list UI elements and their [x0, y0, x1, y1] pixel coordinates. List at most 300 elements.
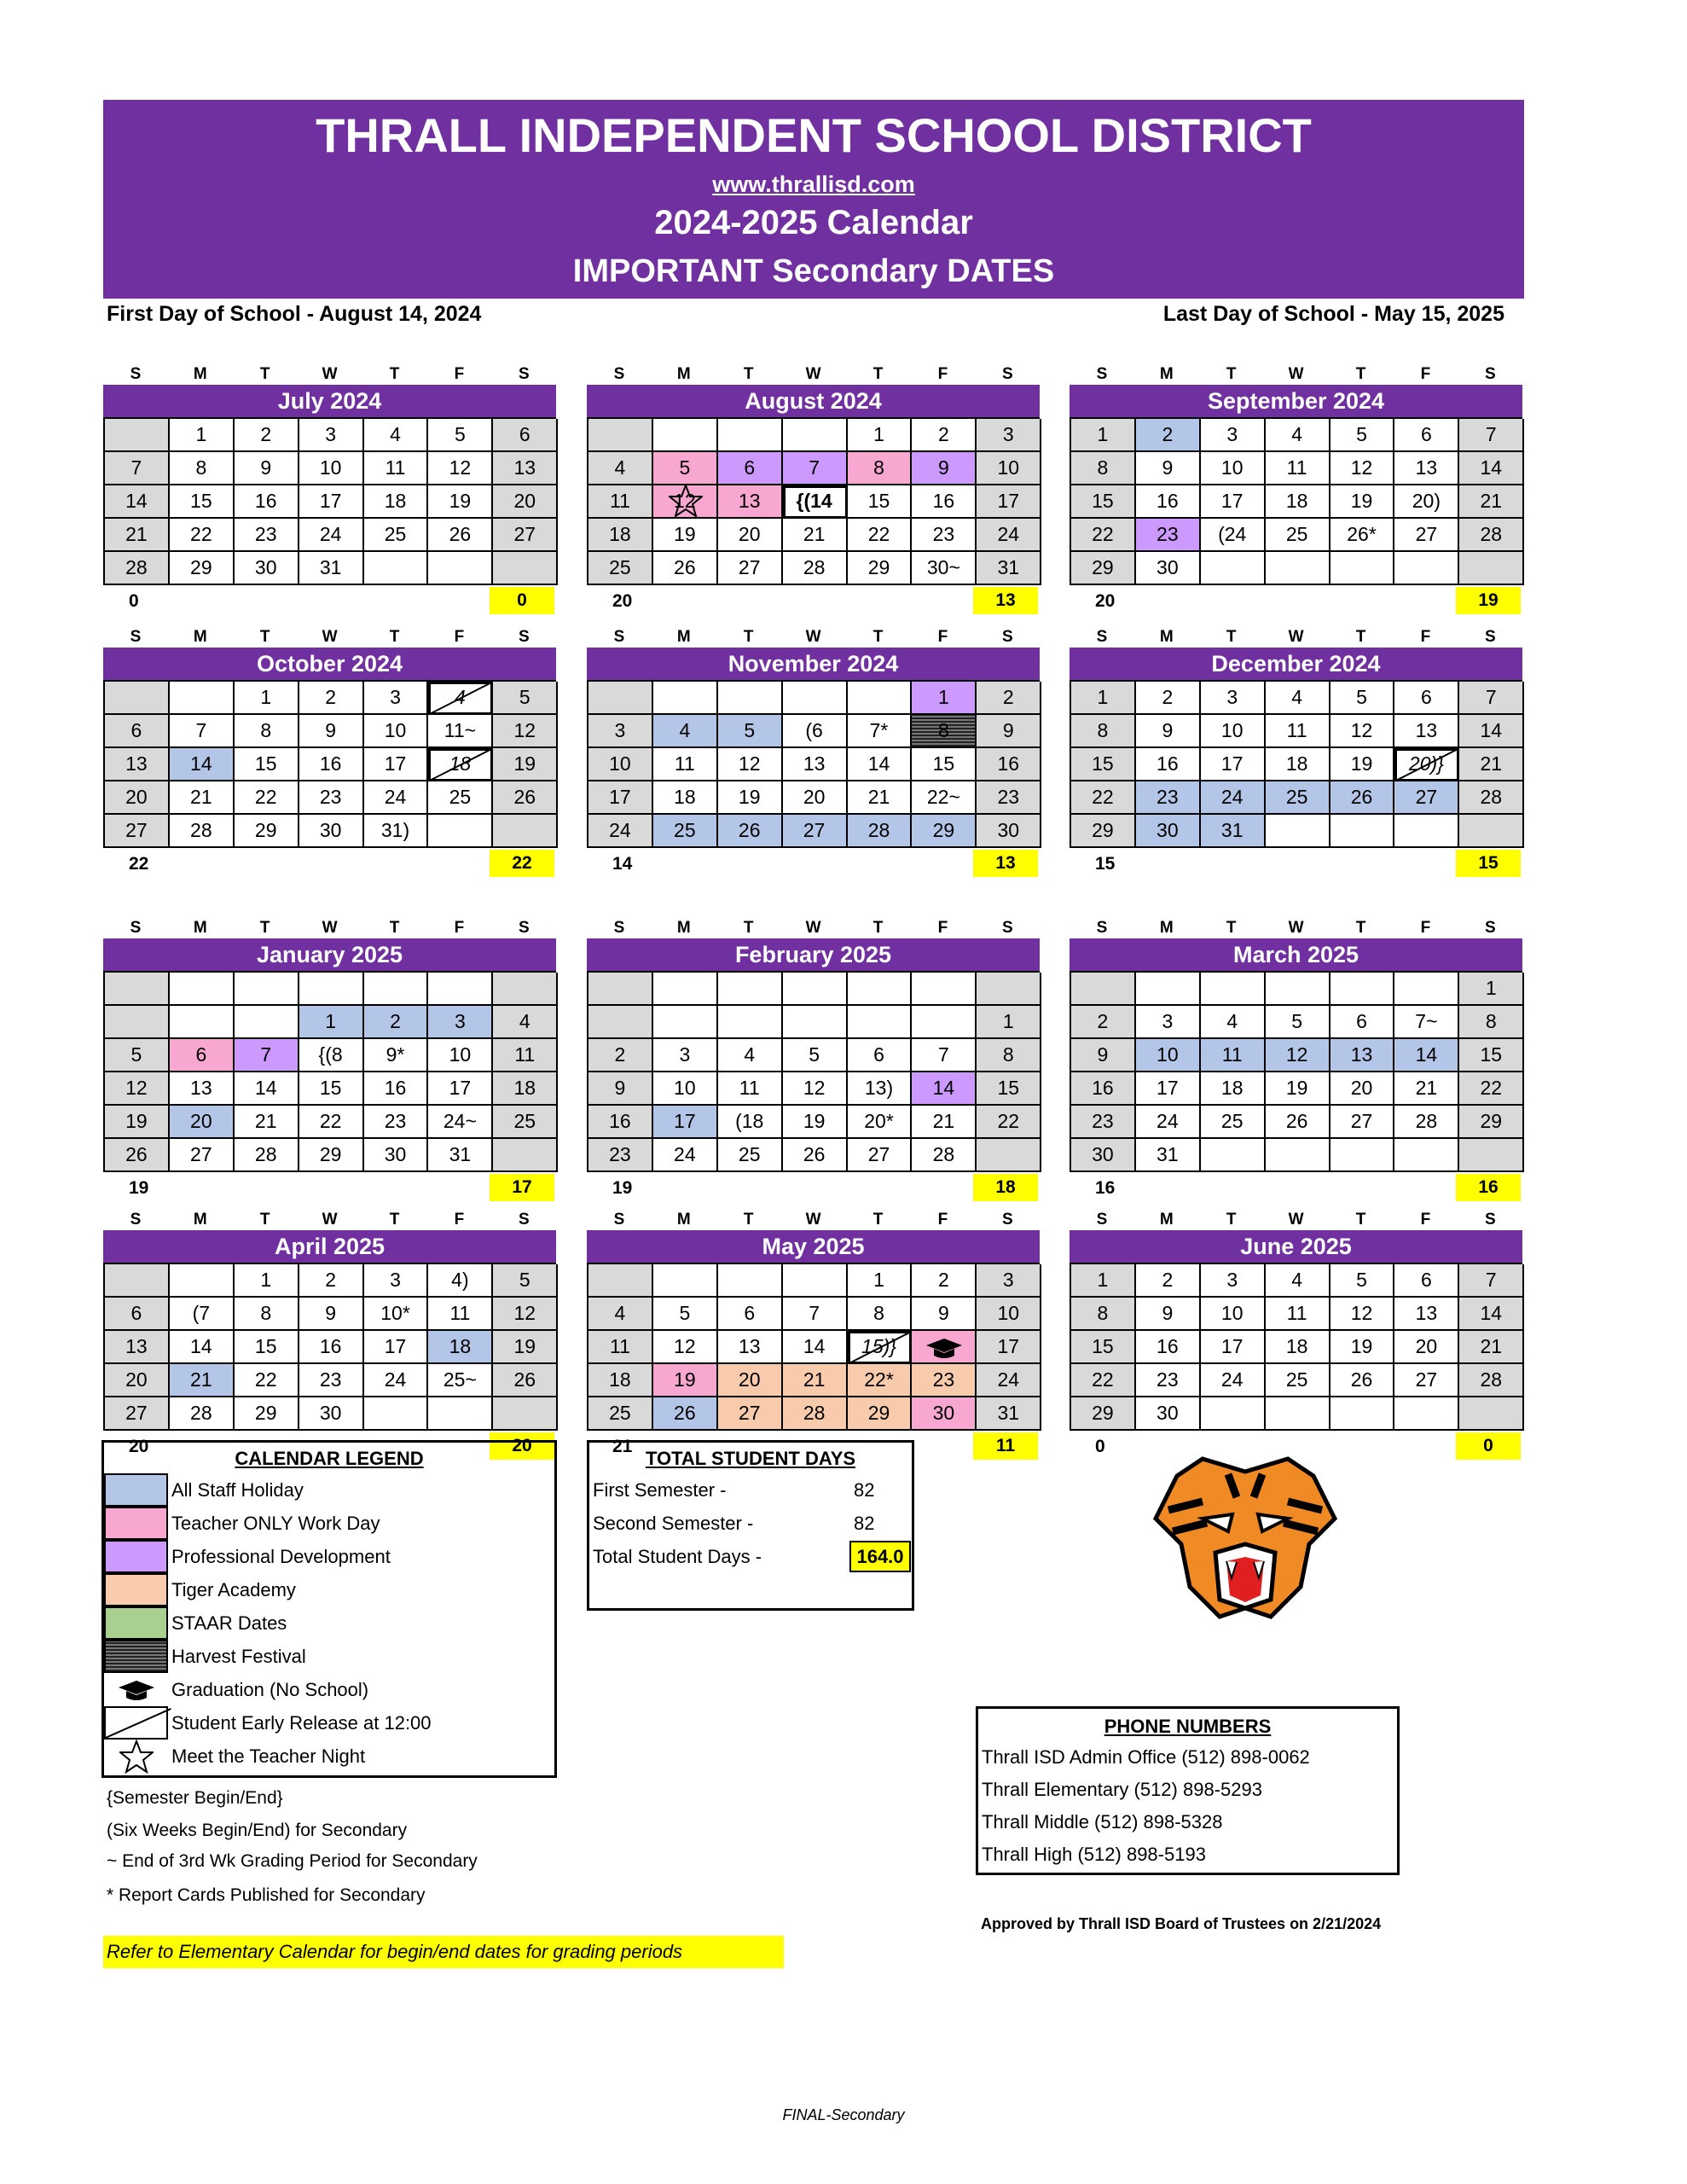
day-cell: [299, 1006, 364, 1039]
day-cell: [364, 1298, 429, 1331]
day-number: 27: [1415, 1368, 1438, 1391]
day-cell: [299, 973, 364, 1006]
day-cell: [977, 1397, 1041, 1431]
day-cell: [912, 973, 977, 1006]
day-number: 19: [674, 523, 696, 545]
day-number: 21: [867, 786, 890, 808]
day-number: 23: [319, 1368, 342, 1391]
day-number: 17: [1220, 752, 1244, 775]
approval-note: Approved by Thrall ISD Board of Trustees on 2/21/2024: [981, 1915, 1382, 1932]
legend-label: Graduation (No School): [171, 1678, 369, 1700]
day-number: 12: [674, 1335, 696, 1357]
day-cell: [1136, 1006, 1201, 1039]
weekday-label: M: [676, 1211, 691, 1228]
day-number: 8: [873, 456, 884, 479]
day-number: 1: [1485, 977, 1497, 999]
day-number: 10: [319, 456, 342, 479]
day-cell: [1266, 1039, 1330, 1072]
day-number: 6: [1421, 423, 1432, 445]
legend-swatch: [104, 1540, 168, 1573]
day-number: 26: [513, 786, 536, 808]
weekday-label: T: [1355, 365, 1366, 383]
day-cell: [848, 1072, 913, 1106]
day-cell: [912, 519, 977, 552]
day-cell: [1266, 519, 1330, 552]
day-number: 12: [125, 1077, 148, 1099]
day-cell: [170, 1139, 235, 1172]
day-number: 19: [125, 1110, 148, 1132]
day-cell: [428, 419, 493, 452]
day-cell: [493, 1072, 558, 1106]
legend-item: [104, 1740, 554, 1773]
day-cell: [783, 519, 848, 552]
day-cell: [170, 1264, 235, 1298]
day-cell: [493, 781, 558, 815]
day-number: 9: [1097, 1043, 1109, 1066]
day-cell: [1330, 1106, 1395, 1139]
day-number: 27: [738, 556, 761, 578]
day-number: 25: [449, 786, 472, 808]
day-cell: [588, 1072, 653, 1106]
day-cell: [977, 1039, 1041, 1072]
day-cell: [493, 1106, 558, 1139]
day-cell: [364, 1039, 429, 1072]
day-number: {(8: [318, 1043, 343, 1066]
month-day-counts: [587, 585, 1040, 615]
weekday-label: T: [743, 1211, 754, 1228]
day-number: 22~: [926, 786, 960, 808]
day-number: 13): [864, 1077, 894, 1099]
day-cell: [364, 815, 429, 848]
day-number: 11: [739, 1077, 760, 1099]
day-cell: [1330, 682, 1395, 715]
day-number: 14: [125, 490, 148, 512]
day-cell: [1266, 1139, 1330, 1172]
day-number: 25: [609, 1402, 631, 1424]
day-number: 1: [325, 1010, 337, 1032]
day-cell: [1459, 452, 1524, 485]
weekday-label: S: [518, 365, 530, 383]
day-number: 29: [190, 556, 212, 578]
day-number: 3: [614, 719, 626, 741]
day-number: 23: [384, 1110, 407, 1132]
phone-line: Thrall ISD Admin Office (512) 898-0062: [982, 1746, 1310, 1768]
day-cell: [1071, 452, 1136, 485]
day-number: 21: [190, 1368, 212, 1391]
day-cell: [364, 485, 429, 519]
day-cell: [977, 682, 1041, 715]
day-cell: [299, 815, 364, 848]
day-cell: [1330, 1039, 1395, 1072]
day-cell: [653, 748, 718, 781]
month-title: October 2024: [103, 648, 556, 680]
day-cell: [428, 1331, 493, 1364]
day-cell: [428, 1397, 493, 1431]
day-number: 18: [1285, 1335, 1308, 1357]
day-cell: [653, 1072, 718, 1106]
day-cell: [588, 1039, 653, 1072]
day-number: 16: [1092, 1077, 1114, 1099]
day-cell: [364, 419, 429, 452]
day-cell: [1071, 1264, 1136, 1298]
legend-label: Student Early Release at 12:00: [171, 1711, 432, 1734]
legend-label: All Staff Holiday: [171, 1478, 304, 1501]
day-cell: [105, 485, 170, 519]
day-cell: [1266, 1006, 1330, 1039]
day-cell: [1266, 815, 1330, 848]
day-number: 25: [1285, 786, 1308, 808]
day-number: 27: [125, 1402, 148, 1424]
day-cell: [718, 1106, 783, 1139]
day-number: 10: [449, 1043, 472, 1066]
day-cell: [235, 419, 299, 452]
day-cell: [1201, 815, 1266, 848]
day-number: 13: [125, 752, 148, 775]
day-number: 2: [325, 686, 337, 708]
day-number: 3: [679, 1043, 691, 1066]
day-cell: [170, 1106, 235, 1139]
month-left-count: 0: [129, 591, 139, 611]
star-icon: [669, 485, 703, 518]
day-cell: [105, 452, 170, 485]
day-number: 9*: [386, 1043, 405, 1066]
day-cell: [1136, 1364, 1201, 1397]
month-calendar: [1070, 918, 1522, 1202]
weekday-label: M: [193, 919, 207, 937]
day-cell: [977, 781, 1041, 815]
day-number: 1: [1097, 1269, 1109, 1291]
day-cell: [1459, 1039, 1524, 1072]
day-number: 12: [674, 490, 696, 512]
day-cell: [170, 419, 235, 452]
day-cell: [1071, 552, 1136, 585]
day-cell: [1330, 1364, 1395, 1397]
day-number: 6: [130, 719, 142, 741]
legend-title: CALENDAR LEGEND: [235, 1448, 424, 1469]
day-cell: [912, 682, 977, 715]
day-cell: [105, 781, 170, 815]
day-number: 4): [451, 1269, 469, 1291]
day-number: 10: [997, 1302, 1020, 1324]
legend-item: [104, 1606, 554, 1640]
day-cell: [170, 1006, 235, 1039]
day-number: 14: [1480, 719, 1503, 741]
day-number: 13: [738, 490, 761, 512]
day-number: 27: [1350, 1110, 1373, 1132]
day-cell: [653, 1331, 718, 1364]
day-number: 27: [867, 1143, 890, 1165]
day-number: 23: [254, 523, 277, 545]
star-icon: [104, 1740, 168, 1773]
day-cell: [912, 1006, 977, 1039]
day-number: 11~: [443, 719, 477, 741]
day-number: 16: [319, 752, 342, 775]
day-number: 27: [803, 819, 826, 841]
day-number: (6: [805, 719, 823, 741]
day-number: 6: [744, 456, 756, 479]
weekday-label: M: [676, 919, 691, 937]
first-day-text: First Day of School - August 14, 2024: [107, 302, 482, 326]
day-cell: [1459, 715, 1524, 748]
day-cell: [1394, 452, 1459, 485]
day-cell: [1071, 973, 1136, 1006]
day-cell: [1330, 1072, 1395, 1106]
day-number: 20: [803, 786, 826, 808]
day-number: 17: [1220, 1335, 1244, 1357]
day-number: 10: [1220, 456, 1244, 479]
day-number: 30: [384, 1143, 407, 1165]
day-cell: [1394, 1364, 1459, 1397]
day-number: 26*: [1347, 523, 1377, 545]
day-cell: [235, 1364, 299, 1397]
day-cell: [1136, 1331, 1201, 1364]
day-cell: [1136, 552, 1201, 585]
day-cell: [848, 519, 913, 552]
month-day-counts: [587, 848, 1040, 878]
legend-swatch: [104, 1473, 168, 1507]
phone-line: Thrall Middle (512) 898-5328: [982, 1811, 1223, 1833]
day-cell: [235, 1331, 299, 1364]
day-cell: [235, 1039, 299, 1072]
day-cell: [1201, 485, 1266, 519]
day-number: 19: [674, 1368, 696, 1391]
day-number: 12: [513, 1302, 536, 1324]
weekday-label: W: [1288, 1211, 1304, 1228]
day-cell: [235, 682, 299, 715]
weekday-label: F: [1420, 1211, 1431, 1228]
day-number: 7: [195, 719, 207, 741]
day-number: 16: [1157, 752, 1179, 775]
day-cell: [1201, 1331, 1266, 1364]
legend-label: Teacher ONLY Work Day: [171, 1512, 380, 1534]
day-cell: [653, 1006, 718, 1039]
day-cell: [653, 485, 718, 519]
day-cell: [493, 748, 558, 781]
day-cell: [493, 682, 558, 715]
day-number: 2: [1162, 423, 1174, 445]
day-cell: [364, 519, 429, 552]
day-cell: [783, 1298, 848, 1331]
weekday-label: T: [1355, 628, 1366, 646]
month-left-count: 0: [1095, 1437, 1105, 1456]
month-calendar: [103, 1210, 556, 1461]
day-cell: [364, 1106, 429, 1139]
day-number: 19: [1350, 490, 1373, 512]
day-cell: [718, 552, 783, 585]
weekday-label: T: [872, 919, 884, 937]
symbol-note: ~ End of 3rd Wk Grading Period for Secondary: [107, 1851, 478, 1871]
day-cell: [1459, 1264, 1524, 1298]
day-number: 4: [455, 686, 466, 708]
day-cell: [105, 682, 170, 715]
second-semester-label: Second Semester -: [593, 1513, 754, 1534]
day-cell: [783, 748, 848, 781]
day-cell: [235, 1264, 299, 1298]
day-cell: [653, 1039, 718, 1072]
day-cell: [1459, 519, 1524, 552]
month-day-counts: [103, 585, 556, 615]
day-number: 19: [1350, 1335, 1373, 1357]
day-cell: [718, 1006, 783, 1039]
day-number: 27: [1415, 786, 1438, 808]
day-cell: [493, 1039, 558, 1072]
day-cell: [718, 1072, 783, 1106]
month-right-count: 17: [490, 1174, 554, 1201]
day-number: 2: [1002, 686, 1014, 708]
day-cell: [1459, 682, 1524, 715]
graduation-cap-icon: [925, 1337, 963, 1359]
day-number: 31: [997, 556, 1020, 578]
day-number: 26: [674, 556, 696, 578]
month-day-counts: [1070, 585, 1522, 615]
weekday-label: F: [454, 628, 465, 646]
day-number: 28: [1480, 1368, 1503, 1391]
weekday-label: T: [1226, 628, 1237, 646]
day-number: 13: [1415, 456, 1438, 479]
weekday-label: F: [454, 1211, 465, 1228]
day-number: 18: [1285, 490, 1308, 512]
day-number: 30: [997, 819, 1020, 841]
weekday-label: W: [805, 365, 821, 383]
weekday-header: [587, 1210, 1040, 1230]
day-cell: [848, 1139, 913, 1172]
day-cell: [1394, 781, 1459, 815]
day-cell: [428, 552, 493, 585]
day-number: 16: [1157, 490, 1179, 512]
day-number: 21: [1480, 1335, 1503, 1357]
month-day-grid: [587, 1263, 1040, 1431]
day-cell: [493, 715, 558, 748]
day-number: 2: [614, 1043, 626, 1066]
day-cell: [428, 519, 493, 552]
day-number: 17: [384, 1335, 407, 1357]
day-number: 13: [1415, 719, 1438, 741]
day-number: 9: [260, 456, 272, 479]
day-number: 28: [125, 556, 148, 578]
day-cell: [1201, 1072, 1266, 1106]
month-title: April 2025: [103, 1230, 556, 1263]
day-cell: [783, 815, 848, 848]
phone-line: Thrall High (512) 898-5193: [982, 1844, 1206, 1865]
day-number: 17: [997, 1335, 1020, 1357]
day-cell: [493, 1264, 558, 1298]
day-number: 28: [803, 556, 826, 578]
day-cell: [848, 815, 913, 848]
day-number: 24: [384, 786, 407, 808]
month-day-counts: [103, 1172, 556, 1202]
month-day-grid: [103, 1263, 556, 1431]
day-number: (18: [735, 1110, 764, 1132]
day-number: 25: [738, 1143, 761, 1165]
day-number: 11: [1286, 456, 1307, 479]
day-cell: [170, 452, 235, 485]
day-number: 16: [997, 752, 1020, 775]
day-number: 23: [997, 786, 1020, 808]
weekday-label: S: [1096, 919, 1108, 937]
day-number: 20)}: [1408, 752, 1444, 775]
website-link[interactable]: www.thrallisd.com: [712, 171, 915, 197]
day-number: 18: [609, 1368, 631, 1391]
month-title: January 2025: [103, 938, 556, 971]
day-cell: [299, 1331, 364, 1364]
day-cell: [1459, 815, 1524, 848]
day-cell: [1330, 715, 1395, 748]
day-number: 24: [1157, 1110, 1179, 1132]
day-number: 17: [997, 490, 1020, 512]
day-cell: [912, 1331, 977, 1364]
day-cell: [299, 1397, 364, 1431]
weekday-label: W: [322, 919, 338, 937]
day-cell: [912, 1139, 977, 1172]
day-number: 28: [190, 1402, 212, 1424]
weekday-label: S: [1096, 365, 1108, 383]
day-number: 15: [319, 1077, 342, 1099]
day-number: 28: [1480, 786, 1503, 808]
day-number: 5: [455, 423, 466, 445]
symbol-note: {Semester Begin/End}: [107, 1788, 283, 1808]
day-number: 30: [1157, 819, 1179, 841]
day-number: 17: [449, 1077, 472, 1099]
phone-line: Thrall Elementary (512) 898-5293: [982, 1779, 1262, 1800]
day-number: 3: [390, 686, 401, 708]
day-cell: [1071, 419, 1136, 452]
day-number: 17: [384, 752, 407, 775]
day-cell: [299, 1264, 364, 1298]
day-cell: [1394, 1072, 1459, 1106]
day-cell: [588, 552, 653, 585]
weekday-label: F: [1420, 919, 1431, 937]
day-cell: [1136, 519, 1201, 552]
day-number: 25: [1220, 1110, 1244, 1132]
day-cell: [653, 715, 718, 748]
day-cell: [170, 682, 235, 715]
day-cell: [299, 682, 364, 715]
weekday-header: [1070, 918, 1522, 938]
day-cell: [653, 519, 718, 552]
day-number: 16: [319, 1335, 342, 1357]
day-cell: [1394, 1006, 1459, 1039]
day-number: 26: [1350, 786, 1373, 808]
day-cell: [912, 452, 977, 485]
day-number: 1: [873, 423, 884, 445]
day-number: 30: [1092, 1143, 1114, 1165]
day-cell: [1394, 715, 1459, 748]
day-number: 5: [1356, 423, 1367, 445]
day-cell: [364, 715, 429, 748]
day-number: 12: [803, 1077, 826, 1099]
month-calendar: [103, 918, 556, 1202]
day-number: 6: [744, 1302, 756, 1324]
day-number: 5: [519, 1269, 530, 1291]
day-number: 19: [513, 752, 536, 775]
day-cell: [493, 452, 558, 485]
weekday-label: S: [518, 919, 530, 937]
day-number: 4: [744, 1043, 756, 1066]
day-cell: [783, 419, 848, 452]
day-number: 20: [125, 786, 148, 808]
day-number: 8: [873, 1302, 884, 1324]
day-number: 28: [1480, 523, 1503, 545]
day-number: 17: [319, 490, 342, 512]
day-number: 31: [1157, 1143, 1179, 1165]
day-number: 18: [1220, 1077, 1244, 1099]
legend-item: [104, 1673, 554, 1706]
day-number: 26: [1285, 1110, 1308, 1132]
month-title: June 2025: [1070, 1230, 1522, 1263]
day-cell: [105, 973, 170, 1006]
day-cell: [653, 1264, 718, 1298]
legend-swatch: [104, 1573, 168, 1606]
